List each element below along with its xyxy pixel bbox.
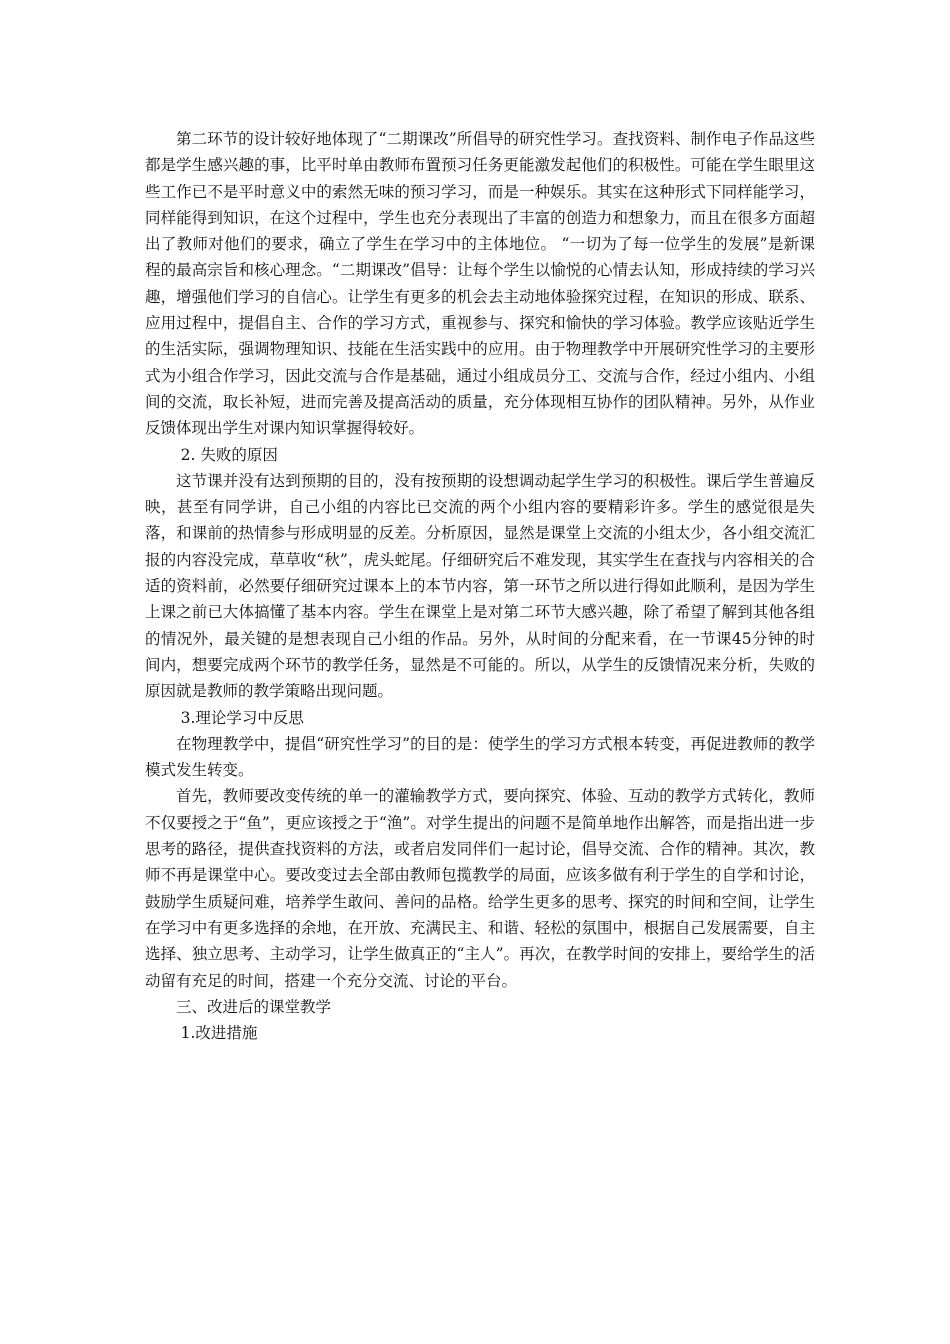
paragraph-teaching-change: 首先，教师要改变传统的单一的灌输教学方式，要向探究、体验、互动的教学方式转化，教师不仅要授之于“鱼”，更应该授之于“渔”。对学生提出的问题不是简单地作出解答，而是指出进一步思考的路径，提供查找资料的方法，或者启发同伴们一起讨论，倡导交流、合作的精神。其次，教师不再是课堂中心。要改变过去全部由教师包揽教学的局面，应该多做有利于学生的自学和讨论，鼓励学生质疑问难，培养学生敢问、善问的品格。给学生更多的思考、探究的时间和空间，让学生在学习中有更多选择的余地，在开放、充满民主、和谐、轻松的氛围中，根据自己发展需要，自主选择、独立思考、主动学习，让学生做真正的“主人”。再次，在教学时间的安排上，要给学生的活动留有充足的时间，搭建一个充分交流、讨论的平台。 [145, 787, 815, 990]
heading-improved-teaching: 三、改进后的课堂教学 [176, 997, 332, 1016]
paragraph-research-learning-goal: 在物理教学中，提倡“研究性学习”的目的是：使学生的学习方式根本转变，再促进教师的教学模式发生转变。 [145, 734, 815, 780]
heading-theory-reflection: 3.理论学习中反思 [180, 708, 304, 727]
heading-improvement-measures: 1.改进措施 [180, 1024, 258, 1043]
document-page [145, 126, 815, 1046]
paragraph-failure-analysis: 这节课并没有达到预期的目的，没有按预期的设想调动起学生学习的积极性。课后学生普遍反映，甚至有同学讲，自己小组的内容比已交流的两个小组内容的要精彩许多。学生的感觉很是失落，和课前的热情参与形成明显的反差。分析原因，显然是课堂上交流的小组太少，各小组交流汇报的内容没完成，草草收“秋”，虎头蛇尾。仔细研究后不难发现，其实学生在查找与内容相关的合适的资料前，必然要仔细研究过课本上的本节内容，第一环节之所以进行得如此顺利，是因为学生上课之前已大体搞懂了基本内容。学生在课堂上是对第二环节大感兴趣，除了希望了解到其他各组的情况外，最关键的是想表现自己小组的作品。另外，从时间的分配来看，在一节课45分钟的时间内，想要完成两个环节的教学任务，显然是不可能的。所以，从学生的反馈情况来分析，失败的原因就是教师的教学策略出现问题。 [145, 471, 815, 701]
heading-failure-reasons: 2. 失败的原因 [180, 445, 278, 464]
paragraph-design-reflection: 第二环节的设计较好地体现了“二期课改”所倡导的研究性学习。查找资料、制作电子作品这些都是学生感兴趣的事，比平时单由教师布置预习任务更能激发起他们的积极性。可能在学生眼里这些工作已不是平时意义中的索然无味的预习学习，而是一种娱乐。其实在这种形式下同样能学习，同样能得到知识，在这个过程中，学生也充分表现出了丰富的创造力和想象力，而且在很多方面超出了教师对他们的要求，确立了学生在学习中的主体地位。 “一切为了每一位学生的发展”是新课程的最高宗旨和核心理念。“二期课改”倡导：让每个学生以愉悦的心情去认知，形成持续的学习兴趣，增强他们学习的自信心。让学生有更多的机会去主动地体验探究过程，在知识的形成、联系、应用过程中，提倡自主、合作的学习方式，重视参与、探究和愉快的学习体验。教学应该贴近学生的生活实际，强调物理知识、技能在生活实践中的应用。由于物理教学中开展研究性学习的主要形式为小组合作学习，因此交流与合作是基础，通过小组成员分工、交流与合作，经过小组内、小组间的交流，取长补短，进而完善及提高活动的质量，充分体现相互协作的团队精神。另外，从作业反馈体现出学生对课内知识掌握得较好。 [145, 130, 815, 438]
